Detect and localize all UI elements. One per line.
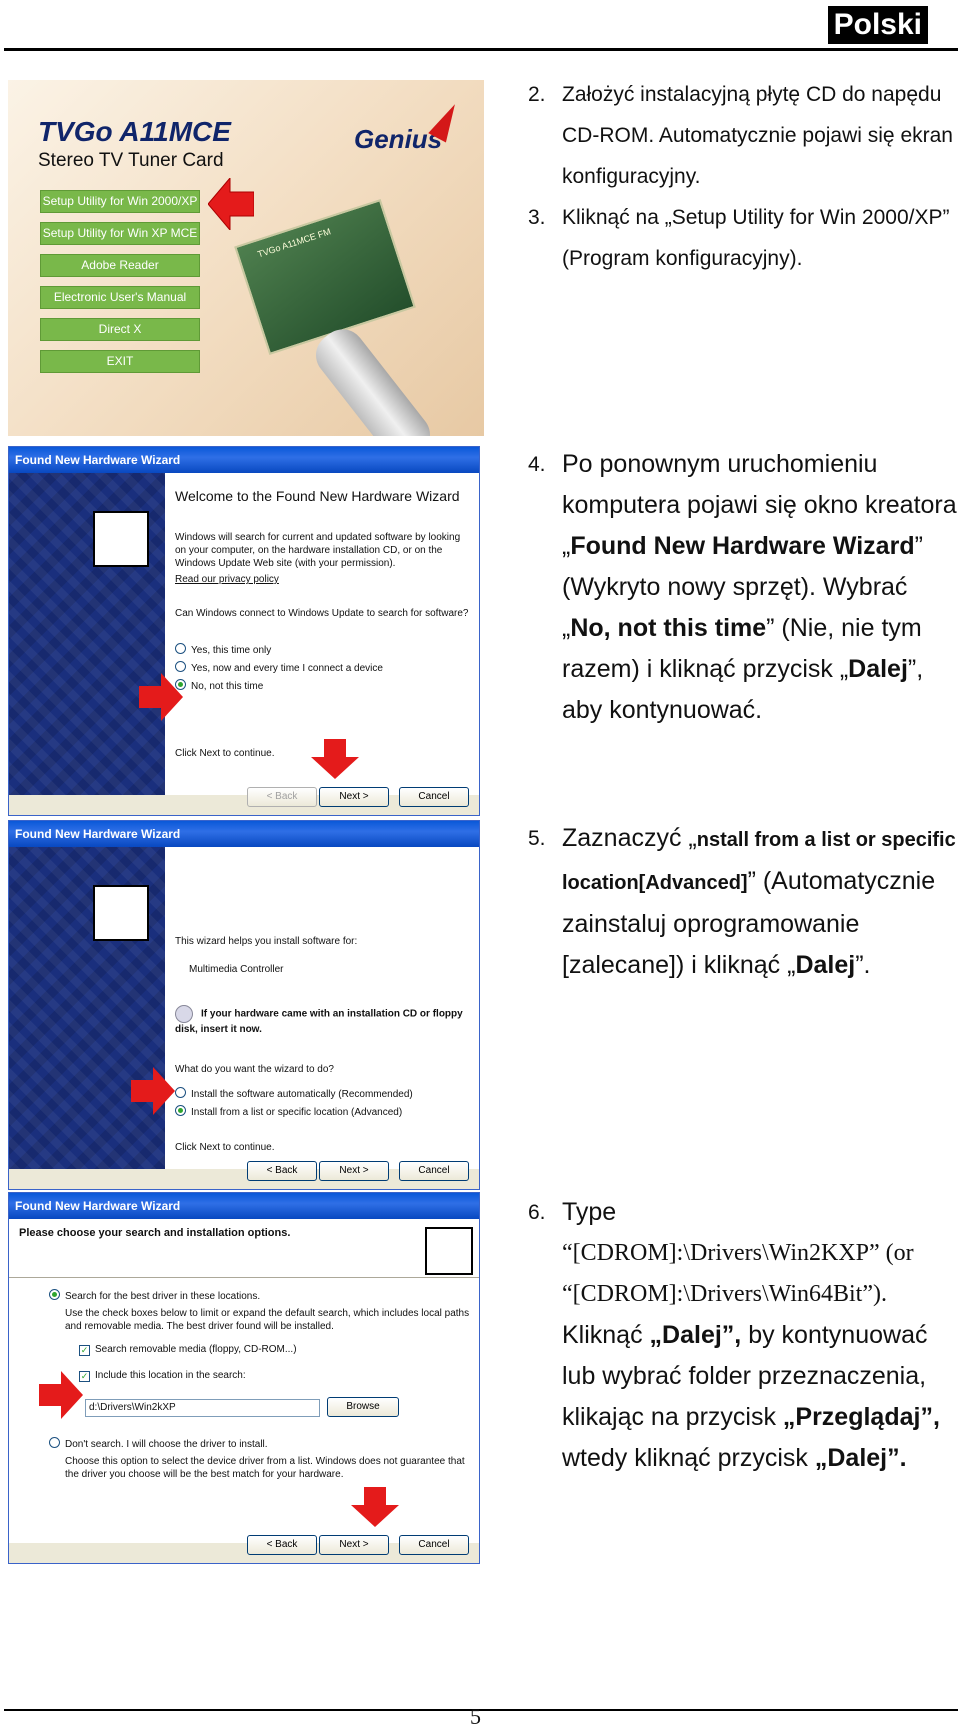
step-4-text-3: ” (Nie, nie tym razem) i kliknąć przycisk „	[562, 614, 922, 683]
option-no-label: No, not this time	[191, 681, 264, 692]
step-6-bold-3: „Dalej”.	[814, 1444, 907, 1472]
cd-disc-icon	[175, 1005, 193, 1023]
step-3-number: 3.	[528, 206, 546, 229]
step-6-number: 6.	[528, 1201, 546, 1224]
option-yes-once[interactable]	[175, 643, 471, 657]
step-4-bold-2: No, not this time	[570, 614, 767, 642]
option-yes-always[interactable]	[175, 661, 471, 675]
step-6-text-1: Kliknąć	[562, 1321, 650, 1349]
step-2-number: 2.	[528, 83, 546, 106]
search-help: Use the check boxes below to limit or expand the default search, which includes local paths and removable media. The best driver found will be installed.	[65, 1308, 470, 1332]
option-no[interactable]	[175, 679, 471, 693]
wizard-intro: This wizard helps you install software for:	[175, 936, 358, 947]
step-5-bold-2: Dalej	[795, 951, 856, 979]
check-removable-label: Search removable media (floppy, CD-ROM...)	[95, 1344, 297, 1355]
next-button[interactable]: Next >	[319, 1535, 389, 1555]
privacy-link[interactable]: Read our privacy policy	[175, 574, 279, 585]
menu-setup-xpmce[interactable]: Setup Utility for Win XP MCE	[40, 222, 200, 245]
step-4-bold-1: Found New Hardware Wizard	[570, 532, 915, 560]
check-location-label: Include this location in the search:	[95, 1370, 246, 1381]
step-6	[528, 1192, 958, 1479]
step-6-paths: “[CDROM]:\Drivers\Win2KXP” (or “[CDROM]:\Drivers\Win64Bit”).	[562, 1240, 914, 1307]
radio-selected-icon[interactable]	[49, 1289, 60, 1300]
wizard-title-bar: Found New Hardware Wizard	[9, 447, 479, 473]
cancel-button[interactable]: Cancel	[399, 1161, 469, 1181]
footer-rule	[4, 1709, 958, 1711]
option-search[interactable]	[49, 1289, 471, 1303]
checkbox-checked-icon[interactable]: ✓	[80, 1371, 89, 1381]
cancel-button[interactable]: Cancel	[399, 1535, 469, 1555]
step-6-bold-2: „Przeglądaj”,	[782, 1403, 940, 1431]
step-4-bold-3: Dalej	[848, 655, 908, 683]
cd-note-text: If your hardware came with an installation CD or floppy disk, insert it now.	[175, 1008, 463, 1035]
option-auto[interactable]	[175, 1087, 471, 1101]
divider	[9, 1277, 479, 1278]
red-arrow-right-icon	[39, 1371, 83, 1419]
option-yes-always-label: Yes, now and every time I connect a device	[191, 663, 383, 674]
step-3	[528, 197, 958, 279]
step-4	[528, 444, 958, 731]
wizard-title-bar: Found New Hardware Wizard	[9, 1193, 479, 1219]
step-5-bold-1: nstall from a list or specific location[Advanced]	[562, 829, 956, 894]
hardware-icon	[93, 885, 149, 941]
radio-icon[interactable]	[175, 1087, 186, 1098]
step-4-text-1: Po ponownym uruchomieniu komputera pojawi się okno kreatora „	[562, 450, 957, 560]
red-arrow-down-icon	[311, 739, 359, 779]
step-4-text-2: ” (Wykryto nowy sprzęt). Wybrać „	[562, 532, 923, 642]
tuner-card-label: TVGo A11MCE FM	[256, 226, 332, 260]
step-2-text: Założyć instalacyjną płytę CD do napędu CD-ROM. Automatycznie pojawi się ekran konfiguracyjny.	[562, 83, 953, 188]
path-input[interactable]: d:\Drivers\Win2kXP	[85, 1399, 320, 1417]
menu-adobe-reader[interactable]: Adobe Reader	[40, 254, 200, 277]
remote-control-image	[307, 321, 439, 436]
menu-directx[interactable]: Direct X	[40, 318, 200, 341]
red-arrow-right-icon	[139, 673, 183, 721]
back-button[interactable]: < Back	[247, 1161, 317, 1181]
wizard-welcome-window	[8, 446, 480, 816]
option-advanced-label: Install from a list or specific location (Advanced)	[191, 1107, 403, 1118]
header-rule	[4, 48, 958, 51]
wizard-question: Can Windows connect to Windows Update to search for software?	[175, 608, 469, 619]
cancel-button[interactable]: Cancel	[399, 787, 469, 807]
red-arrow-right-icon	[131, 1067, 175, 1115]
step-5-text-3: ”.	[855, 951, 871, 979]
wizard-footer: Click Next to continue.	[175, 1142, 275, 1153]
tuner-card-image	[234, 199, 416, 355]
wizard-heading: Please choose your search and installation options.	[19, 1227, 291, 1239]
wizard-question: What do you want the wizard to do?	[175, 1064, 334, 1075]
option-dont-search-label: Don't search. I will choose the driver to install.	[65, 1439, 268, 1450]
red-arrow-down-icon	[351, 1487, 399, 1527]
step-5-text-1: Zaznaczyć „	[562, 824, 697, 852]
check-removable[interactable]	[79, 1343, 471, 1356]
step-5-text-2: ” (Automatycznie zainstaluj oprogramowanie [zalecane]) i kliknąć „	[562, 867, 936, 979]
step-6-text-3: wtedy kliknąć przycisk	[562, 1444, 815, 1472]
wizard-content	[165, 847, 479, 1169]
menu-user-manual[interactable]: Electronic User's Manual	[40, 286, 200, 309]
step-6-type: Type	[562, 1198, 617, 1226]
wizard-install-window	[8, 820, 480, 1190]
radio-selected-icon[interactable]	[175, 1105, 186, 1116]
option-dont-search[interactable]	[49, 1437, 471, 1451]
page-number: 5	[470, 1704, 481, 1729]
menu-setup-2000xp[interactable]: Setup Utility for Win 2000/XP	[40, 190, 200, 213]
checkbox-checked-icon[interactable]: ✓	[80, 1345, 89, 1355]
next-button[interactable]: Next >	[319, 1161, 389, 1181]
check-location[interactable]	[79, 1369, 471, 1382]
menu-exit[interactable]: EXIT	[40, 350, 200, 373]
hardware-icon	[93, 511, 149, 567]
step-3-text: Kliknąć na „Setup Utility for Win 2000/XP” (Program konfiguracyjny).	[562, 206, 950, 270]
cd-menu-subtitle: Stereo TV Tuner Card	[38, 150, 224, 171]
cd-menu-title: TVGo A11MCE	[38, 116, 231, 147]
cd-menu-screenshot	[8, 80, 484, 436]
cd-note	[175, 1005, 471, 1036]
device-name: Multimedia Controller	[189, 964, 284, 975]
radio-icon[interactable]	[175, 643, 186, 654]
step-6-text-2: by kontynuować lub wybrać folder przeznaczenia, klikając na przycisk	[562, 1321, 928, 1431]
wizard-sidebar	[9, 473, 165, 795]
step-4-number: 4.	[528, 453, 546, 476]
wizard-heading: Welcome to the Found New Hardware Wizard	[175, 488, 460, 504]
step-4-text-4: ”, aby kontynuować.	[562, 655, 924, 724]
back-button[interactable]: < Back	[247, 1535, 317, 1555]
step-5-number: 5.	[528, 827, 546, 850]
language-label: Polski	[828, 6, 928, 44]
wizard-sidebar	[9, 847, 165, 1169]
step-6-bold-1: „Dalej”,	[649, 1321, 742, 1349]
wizard-search-window	[8, 1192, 480, 1564]
hardware-icon	[425, 1227, 473, 1275]
back-button[interactable]: < Back	[247, 787, 317, 807]
brand-mark-icon	[428, 100, 463, 143]
browse-button[interactable]: Browse	[327, 1397, 399, 1417]
brand-logo: Genius	[354, 124, 443, 154]
wizard-intro: Windows will search for current and updated software by looking on your computer, on the hardware installation CD, or on the Windows Update Web site (with your permission).	[175, 532, 461, 569]
option-yes-once-label: Yes, this time only	[191, 645, 272, 656]
next-button[interactable]: Next >	[319, 787, 389, 807]
option-advanced[interactable]	[175, 1105, 471, 1119]
option-search-label: Search for the best driver in these locations.	[65, 1291, 261, 1302]
option-auto-label: Install the software automatically (Recommended)	[191, 1089, 413, 1100]
dont-search-help: Choose this option to select the device driver from a list. Windows does not guarantee that the driver you choose will be the best match for your hardware.	[65, 1456, 465, 1480]
radio-icon[interactable]	[49, 1437, 60, 1448]
red-arrow-left-icon	[208, 178, 254, 230]
wizard-title-bar: Found New Hardware Wizard	[9, 821, 479, 847]
step-2	[528, 74, 958, 197]
wizard-footer: Click Next to continue.	[175, 748, 275, 759]
step-5	[528, 818, 958, 986]
radio-icon[interactable]	[175, 661, 186, 672]
